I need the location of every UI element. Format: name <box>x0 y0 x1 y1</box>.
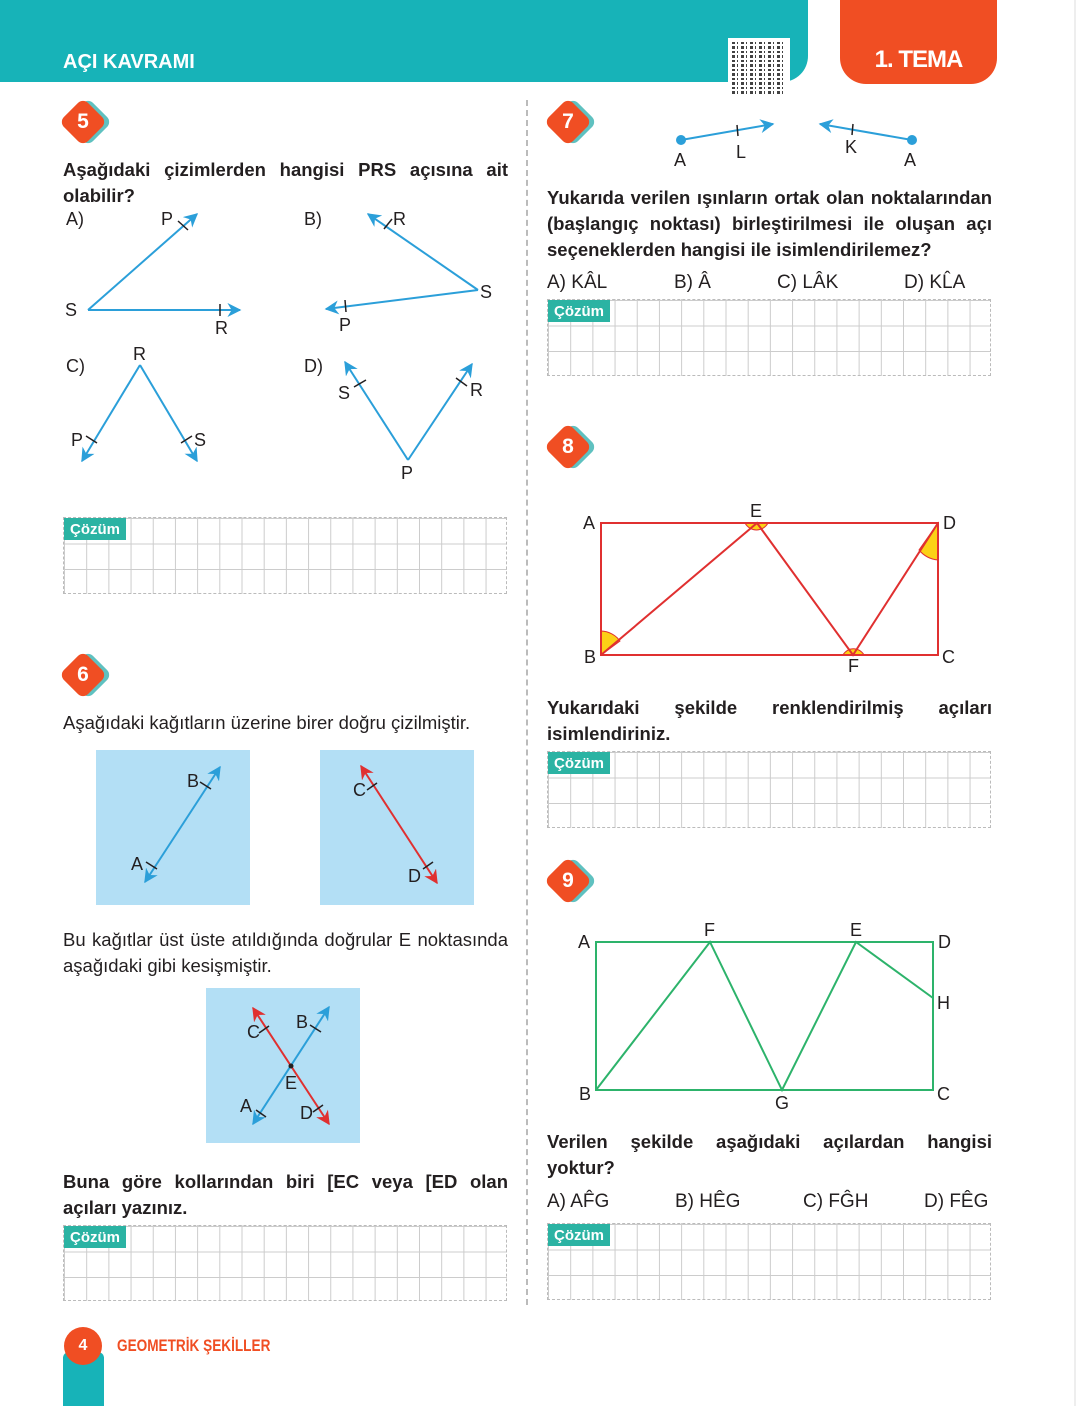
question-badge-8: 8 <box>549 425 593 469</box>
point-label: S <box>194 430 207 450</box>
q6-question: Buna göre kollarından biri [EC veya [ED olan açıları yazınız. <box>63 1171 508 1218</box>
question-badge-5: 5 <box>64 100 108 144</box>
q9-option-c[interactable]: C) FĜH <box>803 1191 869 1212</box>
point-label: A <box>674 150 687 170</box>
solution-label: Çözüm <box>64 1226 126 1248</box>
q5-option-a-label[interactable]: A) <box>66 209 84 229</box>
point-label: C <box>353 780 366 800</box>
q7-option-c[interactable]: C) LÂK <box>777 272 839 293</box>
point-label: A <box>904 150 917 170</box>
point-label: R <box>393 209 406 229</box>
paper-1 <box>96 750 250 905</box>
point-label: P <box>71 430 84 450</box>
point-label: A <box>240 1096 253 1116</box>
point-label: C <box>942 647 955 667</box>
q9-text: Verilen şekilde aşağıdaki açılardan hangisi yoktur? <box>547 1131 992 1178</box>
point-label: B <box>579 1084 592 1104</box>
point-label: H <box>937 993 950 1013</box>
point-label: A <box>131 854 144 874</box>
question-badge-7: 7 <box>549 100 593 144</box>
q7-option-a[interactable]: A) KÂL <box>547 272 608 293</box>
q5-option-d-label[interactable]: D) <box>304 356 323 376</box>
point-label: R <box>215 318 228 338</box>
q5-option-b-label[interactable]: B) <box>304 209 322 229</box>
point-label: F <box>704 920 715 940</box>
point-label: R <box>470 380 483 400</box>
point-label: C <box>247 1022 260 1042</box>
point-label: E <box>850 920 863 940</box>
solution-label: Çözüm <box>64 518 126 540</box>
paper-2 <box>320 750 474 905</box>
q6-intro: Aşağıdaki kağıtların üzerine birer doğru çizilmiştir. <box>63 712 471 733</box>
point-label: S <box>480 282 493 302</box>
point-label: F <box>848 656 859 676</box>
point-label: P <box>339 315 352 335</box>
page-number: 4 <box>64 1327 102 1365</box>
point-label: B <box>187 771 200 791</box>
q7-text: Yukarıda verilen ışınların ortak olan noktalarından (başlangıç noktası) birleştirilmesi ile oluşan açı seçeneklerden hangisi ile isimlendirilemez? <box>547 187 992 260</box>
question-badge-9: 9 <box>549 859 593 903</box>
q5-option-c-label[interactable]: C) <box>66 356 85 376</box>
point-label: E <box>285 1073 298 1093</box>
solution-label: Çözüm <box>548 752 610 774</box>
q5-figures <box>82 214 478 461</box>
point-label: R <box>133 344 146 364</box>
footer-title: GEOMETRİK ŞEKİLLER <box>117 1336 271 1355</box>
q7-option-d[interactable]: D) KL̂A <box>904 272 966 293</box>
point-label: D <box>300 1103 313 1123</box>
solution-label: Çözüm <box>548 1224 610 1246</box>
point-label: S <box>338 383 351 403</box>
question-badge-6: 6 <box>64 653 108 697</box>
point-label: D <box>938 932 951 952</box>
q9-option-a[interactable]: A) AF̂G <box>547 1191 610 1212</box>
point-label: E <box>750 501 763 521</box>
point-label: D <box>408 866 421 886</box>
point-label: P <box>401 463 414 483</box>
q6-middle: Bu kağıtlar üst üste atıldığında doğrular E noktasında aşağıdaki gibi kesişmiştir. <box>63 929 508 976</box>
point-label: A <box>578 932 591 952</box>
point-label: B <box>584 647 597 667</box>
page-title: AÇI KAVRAMI <box>63 51 195 73</box>
point-label: G <box>775 1093 790 1113</box>
q8-figure <box>601 523 938 655</box>
q9-figure <box>596 942 933 1090</box>
point-label: K <box>845 137 858 157</box>
q8-text: Yukarıdaki şekilde renklendirilmiş açıları isimlendiriniz. <box>547 697 992 744</box>
q9-option-b[interactable]: B) HÊG <box>675 1191 741 1212</box>
q9-option-d[interactable]: D) FÊG <box>924 1191 989 1212</box>
point-label: S <box>65 300 78 320</box>
point-label: D <box>943 513 956 533</box>
q7-option-b[interactable]: B) Â <box>674 272 711 293</box>
theme-tab: 1. TEMA <box>840 0 997 84</box>
solution-label: Çözüm <box>548 300 610 322</box>
point-label: A <box>583 513 596 533</box>
paper-3 <box>206 988 360 1143</box>
point-label: B <box>296 1012 309 1032</box>
point-label: C <box>937 1084 950 1104</box>
q5-text: Aşağıdaki çizimlerden hangisi PRS açısına ait olabilir? <box>63 159 508 206</box>
point-label: L <box>736 142 747 162</box>
point-label: P <box>161 209 174 229</box>
